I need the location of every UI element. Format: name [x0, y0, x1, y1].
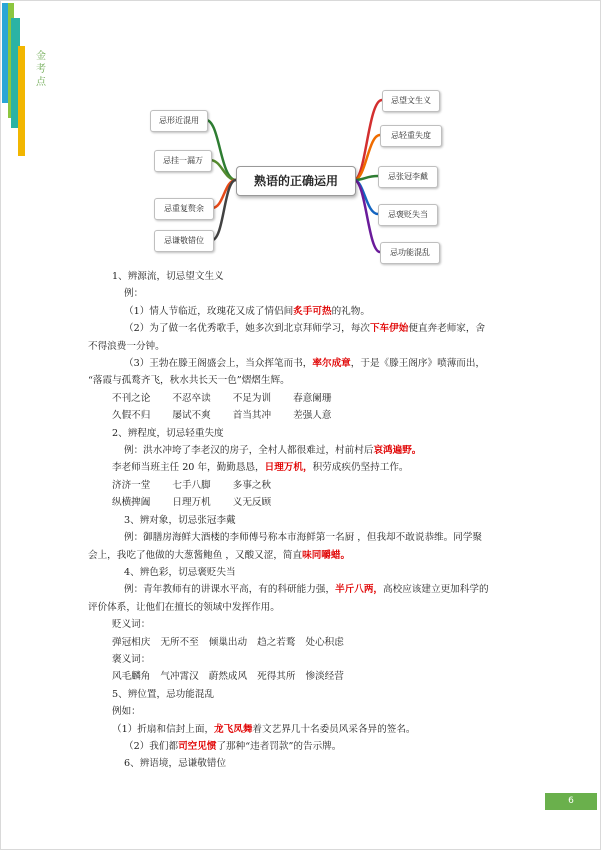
example-sentence: （3）王勃在滕王阁盛会上，当众挥笔而书，率尔成章，于是《滕王阁序》喷薄而出， [124, 358, 486, 370]
idiom: 多事之秋 [232, 479, 272, 491]
idiom: 春意阑珊 [293, 392, 332, 404]
highlight-idiom: 炙手可热 [293, 305, 332, 317]
example-sentence: （1）折扇和信封上面，龙飞凤舞着文艺界几十名委员风采各异的签名。 [112, 723, 416, 735]
idiom: 弹冠相庆 [112, 636, 151, 648]
article-body [88, 268, 512, 773]
vertical-title [34, 50, 48, 89]
idiom: 七手八脚 [172, 479, 211, 491]
idiom-list [112, 668, 512, 685]
idiom: 差强人意 [293, 410, 332, 422]
idiom: 趋之若鹜 [257, 636, 296, 648]
mindmap-node: 忌功能混乱 [380, 242, 440, 264]
highlight-idiom: 司空见惯 [178, 740, 217, 752]
example-sentence: （2）我们都司空见惯了那种“违者罚款”的告示牌。 [124, 740, 342, 752]
example-sentence: 例：洪水冲垮了李老汉的房子，全村人都很难过，村前村后哀鸿遍野。 [124, 445, 422, 457]
section-heading: 6、辨语境，忌谦敬错位 [124, 758, 227, 770]
highlight-idiom: 龙飞凤舞 [214, 723, 253, 735]
idiom: 不足为训 [232, 392, 272, 404]
idiom: 无所不至 [160, 636, 199, 648]
idiom: 义无反顾 [232, 497, 272, 509]
highlight-idiom: 下车伊始 [369, 323, 409, 335]
idiom: 首当其冲 [232, 410, 272, 422]
idiom: 屡试不爽 [172, 410, 211, 422]
example-sentence: （1）情人节临近，玫瑰花又成了情侣间炙手可热的礼物。 [124, 305, 370, 317]
example-sentence: 例：青年教师有的讲课水平高，有的科研能力强，半斤八两，高校应该建立更加科学的 [124, 584, 489, 596]
section-heading: 4、辨色彩，切忌褒贬失当 [124, 566, 236, 578]
example-label: 例如： [112, 706, 141, 718]
idiom-list [112, 634, 512, 651]
mindmap-node: 忌形近混用 [150, 110, 208, 132]
mindmap-node: 忌重复赘余 [154, 198, 214, 220]
page-number: 6 [545, 793, 597, 810]
mindmap-node: 忌张冠李戴 [378, 166, 438, 188]
mindmap-node: 忌挂一漏万 [154, 150, 212, 172]
highlight-idiom: 哀鸿遍野。 [373, 445, 422, 457]
idiom: 处心积虑 [305, 636, 344, 648]
vertical-title-char: 点 [36, 77, 46, 88]
idiom: 不刊之论 [112, 392, 151, 404]
example-sentence-cont: 评价体系，让他们在擅长的领域中发挥作用。 [88, 601, 280, 613]
idiom: 气冲霄汉 [160, 671, 199, 683]
idiom: 倾巢出动 [208, 636, 248, 648]
idiom: 日理万机 [172, 497, 211, 509]
mindmap-center: 熟语的正确运用 [236, 166, 356, 196]
idiom: 济济一堂 [112, 479, 151, 491]
section-heading: 2、辨程度，切忌轻重失度 [112, 427, 224, 439]
highlight-idiom: 味同嚼蜡。 [302, 549, 351, 561]
example-sentence: 李老师当班主任 20 年，勤勤恳恳，日理万机，积劳成疾仍坚持工作。 [112, 462, 409, 474]
idiom-list [112, 494, 512, 511]
section-heading: 3、辨对象，切忌张冠李戴 [124, 514, 236, 526]
decor-bar-yellow [18, 46, 25, 156]
example-sentence: （2）为了做一名优秀歌手，她多次到北京拜师学习，每次下车伊始便直奔老师家，舍 [124, 323, 486, 335]
mindmap-node: 忌望文生义 [382, 90, 440, 112]
vertical-title-char: 考 [36, 64, 46, 75]
mindmap-node: 忌轻重失度 [380, 125, 442, 147]
highlight-idiom: 率尔成章 [312, 358, 351, 370]
mindmap-node: 忌谦敬错位 [154, 230, 214, 252]
idiom: 风毛麟角 [112, 671, 151, 683]
idiom: 纵横捭阖 [112, 497, 151, 509]
mindmap-node: 忌褒贬失当 [378, 204, 438, 226]
example-sentence-cont: 不得浪费一分钟。 [88, 340, 165, 352]
highlight-idiom: 日理万机， [264, 462, 313, 474]
idiom-list [112, 407, 512, 424]
idiom-list [112, 390, 512, 407]
idiom: 死得其所 [257, 671, 296, 683]
idiom: 不忍卒读 [172, 392, 211, 404]
section-heading: 1、辨源流，切忌望文生义 [112, 271, 224, 282]
example-label: 例： [124, 288, 144, 300]
term-label: 贬义词： [112, 619, 151, 631]
idiom: 蔚然成风 [208, 671, 248, 683]
idiom-list [112, 477, 512, 494]
highlight-idiom: 半斤八两， [335, 584, 384, 596]
term-label: 褒义词： [112, 653, 151, 665]
vertical-title-char: 金 [36, 51, 46, 62]
section-heading: 5、辨位置，忌功能混乱 [112, 688, 215, 700]
mindmap [150, 80, 450, 265]
example-sentence-cont: “落霞与孤鹜齐飞，秋水共长天一色”熠熠生辉。 [88, 375, 290, 387]
example-sentence-cont: 会上，我吃了他做的大葱酱鲍鱼 ，又酸又涩，简直味同嚼蜡。 [88, 549, 351, 561]
example-sentence: 例：御膳房海鲜大酒楼的李师傅号称本市海鲜第一名厨 ，但我却不敢说恭维。同学聚 [124, 532, 483, 544]
idiom: 久假不归 [112, 410, 151, 422]
idiom: 惨淡经营 [305, 671, 344, 683]
